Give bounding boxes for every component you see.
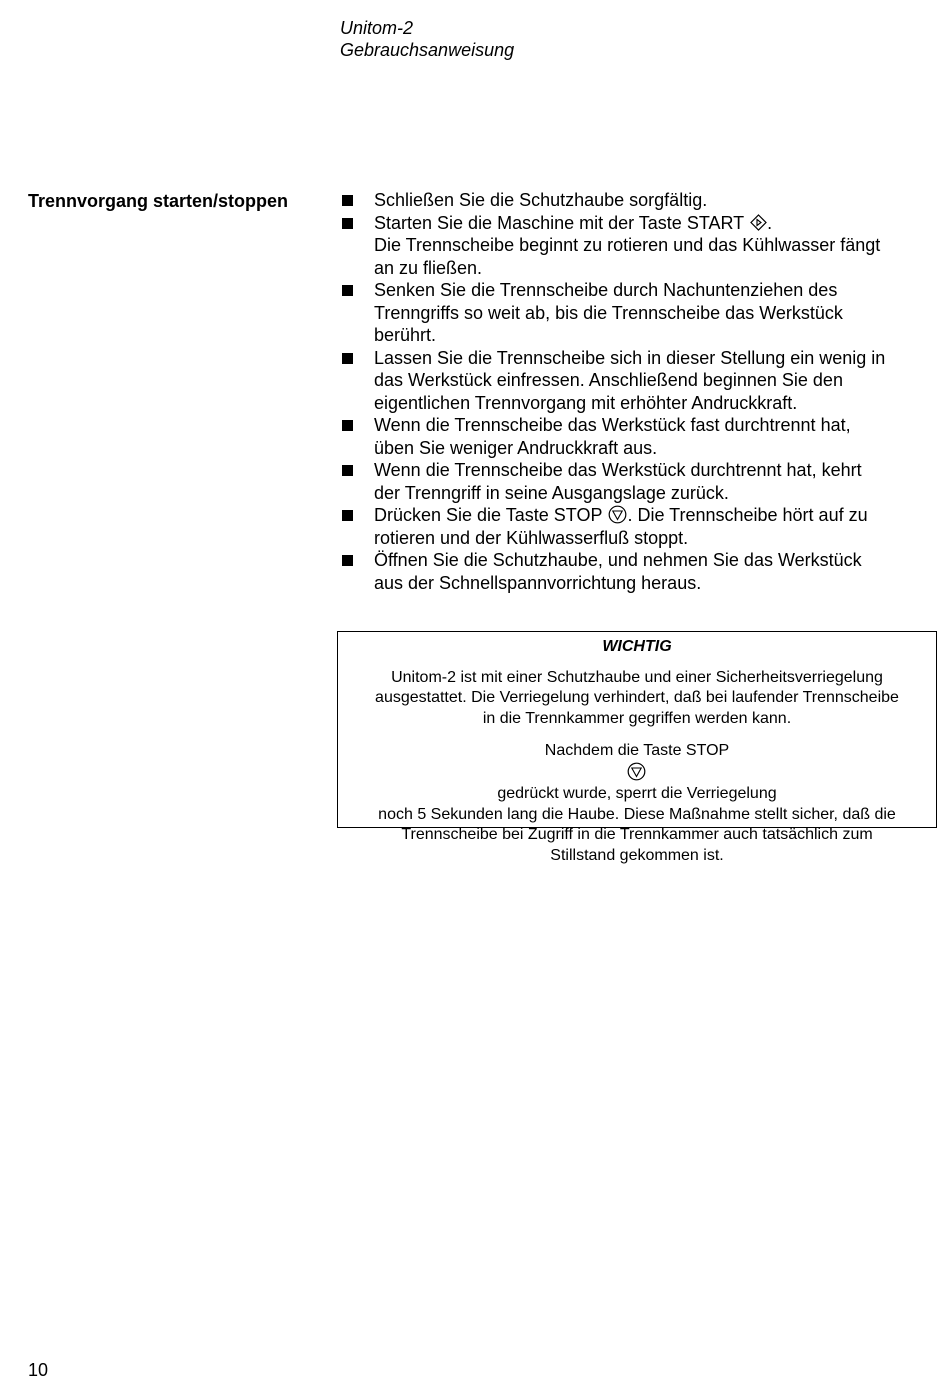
step-text: eigentlichen Trennvorgang mit erhöhter Andruckkraft. xyxy=(374,392,798,413)
step-item xyxy=(340,279,936,347)
step-text: Wenn die Trennscheibe das Werkstück durchtrennt hat, kehrt xyxy=(374,460,862,480)
stop-button-icon xyxy=(627,762,646,781)
bullet-icon xyxy=(342,465,353,476)
header-product: Unitom-2 xyxy=(340,18,414,38)
step-item xyxy=(340,549,936,594)
bullet-icon xyxy=(342,285,353,296)
bullet-icon xyxy=(342,420,353,431)
step-item xyxy=(340,459,936,504)
notice-text-line xyxy=(344,741,930,805)
notice-text: Trennscheibe bei Zugriff in die Trennkammer auch tatsächlich zum xyxy=(401,826,873,843)
notice-text: in die Trennkammer gegriffen werden kann. xyxy=(482,709,792,727)
notice-text: Nachdem die Taste STOP xyxy=(544,742,730,759)
step-item xyxy=(340,212,936,280)
important-notice-box xyxy=(337,631,937,864)
step-text: Öffnen Sie die Schutzhaube, und nehmen Sie das Werkstück xyxy=(374,550,862,570)
step-text: üben Sie weniger Andruckkraft aus. xyxy=(374,437,658,458)
bullet-icon xyxy=(342,218,353,229)
step-text: Starten Sie die Maschine mit der Taste START xyxy=(374,212,745,233)
running-header xyxy=(340,17,514,61)
step-text: das Werkstück einfressen. Anschließend beginnen Sie den xyxy=(374,370,843,390)
step-item xyxy=(340,414,936,459)
header-doc-type: Gebrauchsanweisung xyxy=(340,40,515,60)
step-text: Drücken Sie die Taste STOP xyxy=(374,505,603,525)
step-text-line xyxy=(374,212,936,235)
bullet-icon xyxy=(342,195,353,206)
steps-list xyxy=(340,189,936,594)
notice-text: gedrückt wurde, sperrt die Verriegelung xyxy=(497,785,777,802)
notice-title: WICHTIG xyxy=(602,638,672,655)
notice-paragraph xyxy=(338,741,936,866)
stop-button-icon xyxy=(608,505,627,524)
notice-text: Stillstand gekommen ist. xyxy=(550,846,724,864)
step-text: Die Trennscheibe beginnt zu rotieren und das Kühlwasser fängt xyxy=(374,235,881,255)
step-item xyxy=(340,504,936,549)
step-text: rotieren und der Kühlwasserfluß stoppt. xyxy=(374,527,689,548)
notice-paragraph xyxy=(338,668,936,730)
step-text: berührt. xyxy=(374,325,437,345)
start-button-icon xyxy=(750,214,767,231)
step-item xyxy=(340,189,936,212)
step-item xyxy=(340,347,936,415)
step-text: an zu fließen. xyxy=(374,257,483,278)
step-text: . xyxy=(767,212,773,233)
bullet-icon xyxy=(342,353,353,364)
step-text: Trenngriffs so weit ab, bis die Trennscheibe das Werkstück xyxy=(374,302,843,323)
step-text: Schließen Sie die Schutzhaube sorgfältig. xyxy=(374,190,708,210)
bullet-icon xyxy=(342,555,353,566)
notice-text: ausgestattet. Die Verriegelung verhindert, daß bei laufender Trennscheibe xyxy=(375,689,899,706)
bullet-icon xyxy=(342,510,353,521)
notice-text: noch 5 Sekunden lang die Haube. Diese Maßnahme stellt sicher, daß die xyxy=(378,805,896,823)
step-text: Lassen Sie die Trennscheibe sich in dieser Stellung ein wenig in xyxy=(374,347,886,368)
step-text: Senken Sie die Trennscheibe durch Nachuntenziehen des xyxy=(374,280,838,300)
step-text: Wenn die Trennscheibe das Werkstück fast durchtrennt hat, xyxy=(374,415,851,435)
step-text: . Die Trennscheibe hört auf zu xyxy=(627,505,868,525)
step-text: der Trenngriff in seine Ausgangslage zurück. xyxy=(374,482,729,503)
page-number: 10 xyxy=(28,1360,49,1380)
section-title: Trennvorgang starten/stoppen xyxy=(28,191,289,211)
notice-text: Unitom-2 ist mit einer Schutzhaube und einer Sicherheitsverriegelung xyxy=(391,668,883,686)
step-text: aus der Schnellspannvorrichtung heraus. xyxy=(374,572,702,593)
step-text-line xyxy=(374,504,936,527)
